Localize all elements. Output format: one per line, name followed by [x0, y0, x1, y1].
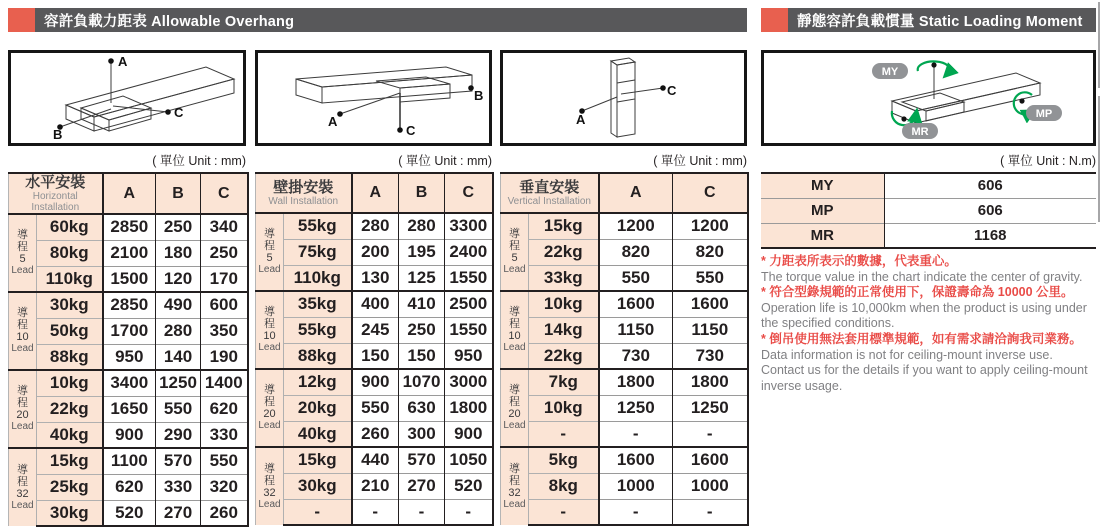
load-cell: 33kg [529, 265, 599, 291]
value-cell: 180 [156, 240, 201, 266]
column-header-a: A [599, 173, 673, 213]
moment-value-mr: 1168 [884, 223, 1096, 248]
lead-zh-char: 導 [509, 306, 520, 318]
footnote-en: Operation life is 10,000km when the product is using under the specified conditions. [761, 300, 1087, 331]
lead-zh-char: 導 [264, 384, 275, 396]
value-cell: 320 [201, 474, 248, 500]
table-title-cell [256, 173, 352, 213]
value-cell: 820 [673, 239, 748, 265]
value-cell: 3000 [445, 369, 493, 395]
footnote-zh: * 力距表所表示的數據，代表重心。 [761, 254, 957, 268]
value-cell: 1600 [599, 447, 673, 473]
lead-en: Lead [503, 342, 526, 353]
footnote-en: Contact us for the details if you want to apply ceiling-mount inverse usage. [761, 363, 1088, 393]
value-cell: 270 [399, 473, 445, 499]
value-cell: - [352, 499, 399, 525]
lead-en: Lead [503, 420, 526, 431]
value-cell: 280 [352, 213, 399, 239]
value-cell: 620 [201, 396, 248, 422]
value-cell: 410 [399, 291, 445, 317]
moment-value-mp: 606 [884, 198, 1096, 223]
lead-group-cell [9, 214, 37, 292]
value-cell: 600 [201, 292, 248, 318]
value-cell: - [399, 499, 445, 525]
value-cell: 1600 [673, 291, 748, 317]
section-header-static-loading-moment [761, 8, 1096, 32]
lead-zh-char: 程 [264, 474, 275, 487]
load-cell: 15kg [529, 213, 599, 239]
lead-en: Lead [503, 264, 526, 275]
table-title-cell [9, 173, 103, 214]
value-cell: 550 [599, 265, 673, 291]
lead-zh-char: 程 [509, 474, 520, 487]
value-cell: - [599, 499, 673, 525]
value-cell: 620 [103, 474, 156, 500]
value-cell: 270 [156, 500, 201, 526]
moment-badges [872, 63, 1062, 139]
load-cell: 88kg [37, 344, 103, 370]
value-cell: 250 [156, 214, 201, 240]
value-cell: 330 [156, 474, 201, 500]
footnote-zh: * 倒吊使用無法套用標準規範，如有需求請洽詢我司業務。 [761, 331, 1082, 346]
value-cell: 1150 [673, 317, 748, 343]
lead-en: Lead [11, 343, 34, 354]
load-cell: 12kg [284, 369, 352, 395]
moment-rail-illustration [764, 53, 1093, 143]
value-cell: 2100 [103, 240, 156, 266]
value-cell: 3400 [103, 370, 156, 396]
load-cell: 75kg [284, 239, 352, 265]
vertical-rail-illustration [503, 53, 744, 143]
lead-group-cell [501, 291, 529, 369]
value-cell: - [673, 421, 748, 447]
footnote-zh: * 符合型錄規範的正常使用下，保證壽命為 10000 公里。 [761, 285, 1074, 300]
value-cell: 550 [673, 265, 748, 291]
column-header-b: B [399, 173, 445, 213]
value-cell: 150 [399, 343, 445, 369]
section-title-en: Static Loading Moment [918, 13, 1083, 30]
value-cell: 195 [399, 239, 445, 265]
column-header-c: C [201, 173, 248, 214]
lead-en: Lead [11, 499, 34, 511]
value-cell: - [445, 499, 493, 525]
static-loading-moment-table [761, 172, 1096, 249]
value-cell: 290 [156, 422, 201, 448]
badge-mp: MP [1035, 108, 1053, 120]
load-cell: 25kg [37, 474, 103, 500]
value-cell: 170 [201, 266, 248, 292]
table-title-zh: 壁掛安裝 [273, 179, 334, 196]
load-cell: - [529, 421, 599, 447]
load-cell: 5kg [529, 447, 599, 473]
value-cell: 340 [201, 214, 248, 240]
lead-zh-char: 程 [509, 396, 520, 408]
lead-zh-char: 程 [17, 241, 28, 253]
section-title-zh: 靜態容許負載慣量 [797, 13, 915, 30]
load-cell: 10kg [37, 370, 103, 396]
value-cell: 120 [156, 266, 201, 292]
value-cell: 200 [352, 239, 399, 265]
load-cell: 110kg [37, 266, 103, 292]
load-cell: 22kg [37, 396, 103, 422]
load-cell: 20kg [284, 395, 352, 421]
value-cell: 1150 [599, 317, 673, 343]
load-cell: 14kg [529, 317, 599, 343]
lead-group-cell [9, 370, 37, 448]
value-cell: 550 [352, 395, 399, 421]
lead-zh-char: 導 [509, 384, 520, 396]
column-header-b: B [156, 173, 201, 214]
load-cell: 30kg [284, 473, 352, 499]
horizontal-rail-illustration [11, 53, 243, 143]
unit-label-nm: ( 單位 Unit : N.m) [1000, 154, 1096, 168]
value-cell: 2400 [445, 239, 493, 265]
value-cell: 1600 [599, 291, 673, 317]
lead-zh-char: 程 [264, 240, 275, 252]
accent-square [8, 8, 35, 32]
value-cell: 245 [352, 317, 399, 343]
lead-zh-char: 導 [264, 228, 275, 240]
lead-zh-char: 導 [509, 462, 520, 475]
value-cell: 260 [352, 421, 399, 447]
diagram-horizontal-installation [8, 50, 246, 146]
value-cell: 250 [399, 317, 445, 343]
lead-number: 10 [16, 331, 29, 343]
lead-number: 32 [16, 487, 29, 500]
load-cell: 35kg [284, 291, 352, 317]
section-title-en: Allowable Overhang [151, 13, 295, 30]
lead-group-cell [501, 447, 529, 525]
value-cell: 1700 [103, 318, 156, 344]
lead-number: 5 [19, 253, 26, 265]
value-cell: 130 [352, 265, 399, 291]
value-cell: 900 [103, 422, 156, 448]
value-cell: 280 [156, 318, 201, 344]
lead-group-cell [256, 291, 284, 369]
value-cell: 1800 [445, 395, 493, 421]
unit-label-mm: ( 單位 Unit : mm) [152, 154, 246, 168]
value-cell: 1550 [445, 317, 493, 343]
point-label-c: C [174, 105, 184, 120]
point-label-a: A [576, 112, 586, 127]
value-cell: 150 [352, 343, 399, 369]
value-cell: - [673, 499, 748, 525]
lead-number: 5 [511, 252, 518, 264]
value-cell: 520 [103, 500, 156, 526]
value-cell: 140 [156, 344, 201, 370]
table-vertical-installation [500, 172, 749, 526]
lead-zh-char: 導 [17, 463, 28, 476]
lead-zh-char: 程 [264, 396, 275, 408]
value-cell: 570 [399, 447, 445, 473]
diagram-static-loading-moment [761, 50, 1096, 146]
footnote-en: Data information is not for ceiling-mount inverse use. [761, 347, 1053, 362]
lead-en: Lead [258, 264, 281, 275]
table-wall-installation [255, 172, 494, 526]
value-cell: 1250 [156, 370, 201, 396]
lead-zh-char: 程 [264, 318, 275, 330]
value-cell: 1550 [445, 265, 493, 291]
value-cell: 950 [445, 343, 493, 369]
footnotes [761, 254, 1101, 394]
lead-zh-char: 程 [17, 319, 28, 331]
value-cell: 440 [352, 447, 399, 473]
load-cell: 7kg [529, 369, 599, 395]
lead-zh-char: 導 [264, 306, 275, 318]
lead-group-cell [9, 448, 37, 526]
value-cell: 3300 [445, 213, 493, 239]
section-title [788, 10, 1083, 31]
lead-group-cell [256, 447, 284, 525]
load-cell: 55kg [284, 317, 352, 343]
lead-number: 5 [266, 252, 273, 264]
load-cell: - [529, 499, 599, 525]
point-label-a: A [328, 114, 338, 129]
lead-zh-char: 導 [264, 462, 275, 475]
load-cell: 50kg [37, 318, 103, 344]
footnote-en: The torque value in the chart indicate the center of gravity. [761, 269, 1083, 284]
unit-label-mm: ( 單位 Unit : mm) [398, 154, 492, 168]
wall-rail-illustration [258, 53, 489, 143]
lead-group-cell [256, 369, 284, 447]
lead-group-cell [501, 213, 529, 291]
value-cell: 1400 [201, 370, 248, 396]
load-cell: 80kg [37, 240, 103, 266]
page-edge-mark [1098, 2, 1100, 88]
load-cell: 40kg [37, 422, 103, 448]
value-cell: 1250 [673, 395, 748, 421]
badge-mr: MR [911, 126, 929, 138]
column-header-a: A [352, 173, 399, 213]
lead-number: 20 [16, 409, 29, 421]
value-cell: 550 [201, 448, 248, 474]
value-cell: 550 [156, 396, 201, 422]
value-cell: 630 [399, 395, 445, 421]
badge-my: MY [881, 66, 899, 78]
table-title-cell [501, 173, 599, 213]
value-cell: 2850 [103, 292, 156, 318]
lead-en: Lead [258, 498, 281, 510]
load-cell: - [284, 499, 352, 525]
lead-number: 32 [508, 486, 521, 499]
lead-en: Lead [11, 265, 34, 276]
value-cell: 300 [399, 421, 445, 447]
accent-square [761, 8, 788, 32]
value-cell: 570 [156, 448, 201, 474]
value-cell: 190 [201, 344, 248, 370]
table-title-zh: 水平安裝 [25, 174, 86, 191]
section-header-allowable-overhang [8, 8, 747, 32]
point-label-c: C [406, 123, 416, 138]
load-cell: 30kg [37, 292, 103, 318]
value-cell: 400 [352, 291, 399, 317]
value-cell: 125 [399, 265, 445, 291]
value-cell: 1200 [673, 213, 748, 239]
value-cell: 260 [201, 500, 248, 526]
page-edge-mark [1098, 96, 1100, 222]
diagram-wall-installation [255, 50, 492, 146]
table-horizontal-installation [8, 172, 249, 527]
load-cell: 88kg [284, 343, 352, 369]
lead-zh-char: 程 [17, 475, 28, 488]
lead-en: Lead [258, 420, 281, 431]
value-cell: 1000 [599, 473, 673, 499]
lead-zh-char: 程 [509, 240, 520, 252]
lead-zh-char: 程 [17, 397, 28, 409]
lead-zh-char: 導 [17, 307, 28, 319]
value-cell: 1100 [103, 448, 156, 474]
moment-label-mp: MP [761, 198, 884, 223]
moment-label-mr: MR [761, 223, 884, 248]
value-cell: 2500 [445, 291, 493, 317]
section-title [35, 10, 294, 31]
load-cell: 15kg [284, 447, 352, 473]
table-title-en: Horizontal Installation [31, 191, 80, 213]
column-header-c: C [445, 173, 493, 213]
load-cell: 10kg [529, 291, 599, 317]
value-cell: 1500 [103, 266, 156, 292]
point-label-b: B [53, 127, 63, 142]
lead-en: Lead [11, 421, 34, 432]
value-cell: - [599, 421, 673, 447]
table-title-en: Wall Installation [268, 196, 339, 207]
value-cell: 490 [156, 292, 201, 318]
value-cell: 1800 [673, 369, 748, 395]
lead-number: 20 [263, 408, 276, 420]
lead-zh-char: 導 [17, 229, 28, 241]
lead-zh-char: 程 [509, 318, 520, 330]
column-header-a: A [103, 173, 156, 214]
value-cell: 1250 [599, 395, 673, 421]
load-cell: 55kg [284, 213, 352, 239]
value-cell: 1600 [673, 447, 748, 473]
value-cell: 900 [445, 421, 493, 447]
value-cell: 1800 [599, 369, 673, 395]
lead-zh-char: 導 [509, 228, 520, 240]
diagram-vertical-installation [500, 50, 747, 146]
load-cell: 22kg [529, 239, 599, 265]
value-cell: 2850 [103, 214, 156, 240]
lead-number: 32 [263, 486, 276, 499]
load-cell: 15kg [37, 448, 103, 474]
point-label-c: C [667, 83, 677, 98]
load-cell: 22kg [529, 343, 599, 369]
value-cell: 280 [399, 213, 445, 239]
table-title-zh: 垂直安裝 [519, 179, 580, 196]
lead-group-cell [501, 369, 529, 447]
load-cell: 60kg [37, 214, 103, 240]
load-cell: 40kg [284, 421, 352, 447]
value-cell: 520 [445, 473, 493, 499]
lead-number: 10 [508, 330, 521, 342]
column-header-c: C [673, 173, 748, 213]
value-cell: 1000 [673, 473, 748, 499]
value-cell: 1650 [103, 396, 156, 422]
lead-number: 10 [263, 330, 276, 342]
value-cell: 1070 [399, 369, 445, 395]
section-title-zh: 容許負載力距表 [44, 13, 147, 30]
load-cell: 8kg [529, 473, 599, 499]
unit-label-mm: ( 單位 Unit : mm) [653, 154, 747, 168]
value-cell: 1200 [599, 213, 673, 239]
lead-group-cell [256, 213, 284, 291]
load-cell: 10kg [529, 395, 599, 421]
point-label-b: B [474, 88, 484, 103]
value-cell: 250 [201, 240, 248, 266]
lead-en: Lead [258, 342, 281, 353]
value-cell: 730 [599, 343, 673, 369]
value-cell: 950 [103, 344, 156, 370]
moment-value-my: 606 [884, 173, 1096, 198]
value-cell: 730 [673, 343, 748, 369]
value-cell: 820 [599, 239, 673, 265]
lead-en: Lead [503, 498, 526, 510]
lead-number: 20 [508, 408, 521, 420]
lead-group-cell [9, 292, 37, 370]
point-label-a: A [118, 54, 128, 69]
value-cell: 350 [201, 318, 248, 344]
load-cell: 110kg [284, 265, 352, 291]
lead-zh-char: 導 [17, 385, 28, 397]
load-cell: 30kg [37, 500, 103, 526]
value-cell: 900 [352, 369, 399, 395]
moment-label-my: MY [761, 173, 884, 198]
value-cell: 330 [201, 422, 248, 448]
value-cell: 210 [352, 473, 399, 499]
value-cell: 1050 [445, 447, 493, 473]
table-title-en: Vertical Installation [507, 196, 591, 207]
